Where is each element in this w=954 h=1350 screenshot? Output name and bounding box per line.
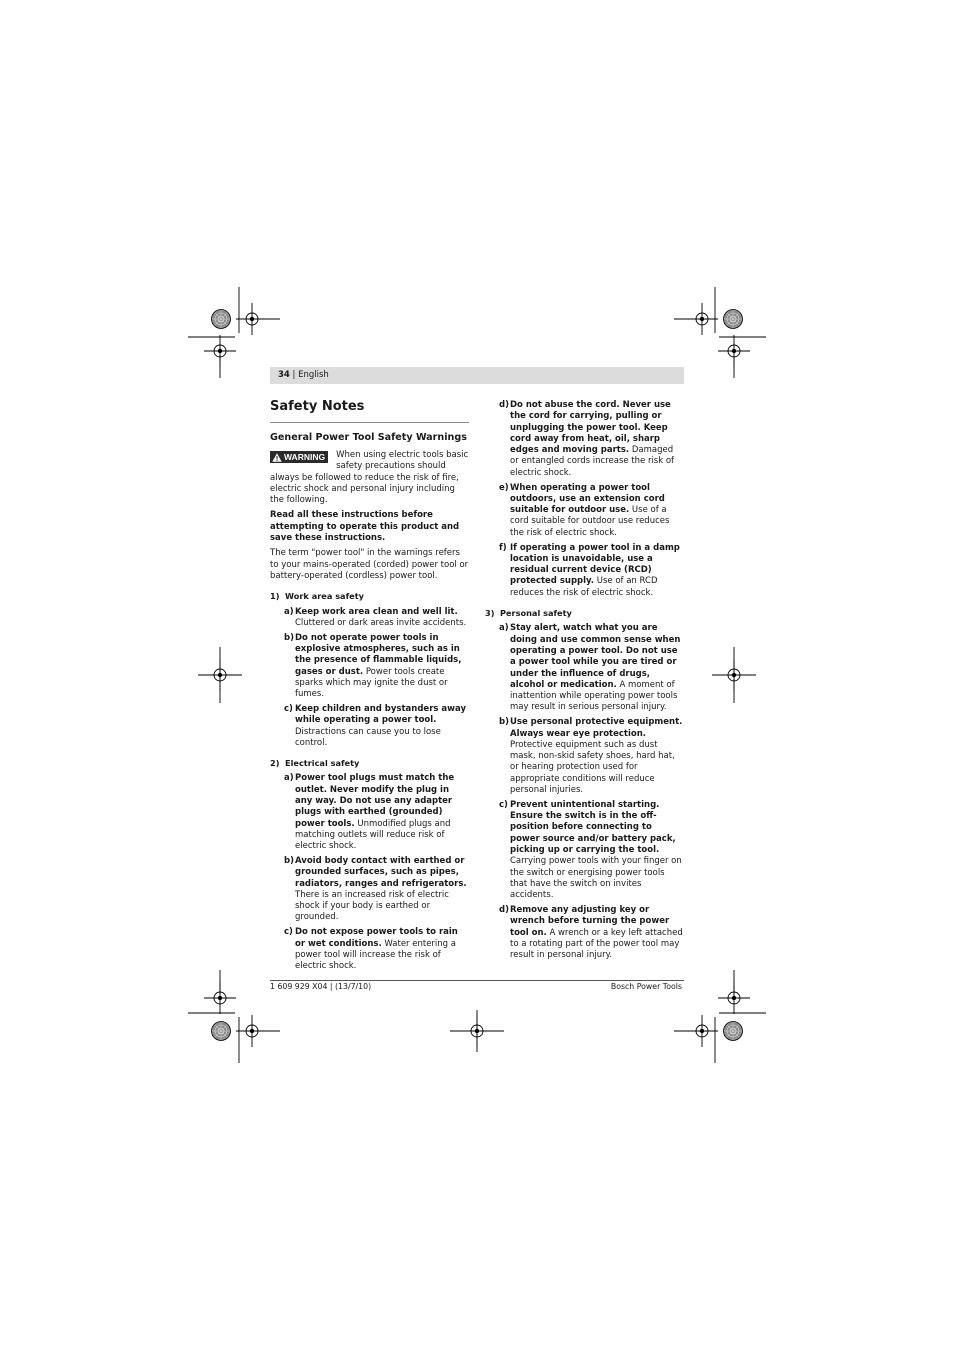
header-language: English	[298, 370, 329, 380]
list-item: c) Prevent unintentional starting. Ensure the switch is in the off-position before connecting to power source and/or battery pack, picking up or carrying the tool. Carrying power tools with your finger on the switch or energising power tools that have the switch on invites accidents.	[499, 799, 682, 901]
header-separator: |	[289, 370, 299, 380]
footer-rule	[270, 980, 684, 981]
list-item: d) Remove any adjusting key or wrench before turning the power tool on. A wrench or a key left attached to a rotating part of the power tool may result in personal injury.	[499, 904, 683, 961]
list-item: a) Stay alert, watch what you are doing and use common sense when operating a power tool. Do not use a power tool while you are tired or under the influence of drugs, alcohol or medication. A moment of inattention while operating power tools may result in serious personal injury.	[499, 623, 681, 713]
page-title: Safety Notes	[270, 398, 469, 423]
right-column	[485, 400, 684, 965]
section-work-area	[270, 591, 469, 749]
list-item: c) Keep children and bystanders away while operating a power tool. Distractions can cause you to lose control.	[284, 703, 467, 748]
page-number: 34	[278, 370, 290, 380]
list-item: b) Use personal protective equipment. Always wear eye protection. Protective equipment such as dust mask, non-skid safety shoes, hard hat, or hearing protection used for appropriate conditions will reduce personal injuries.	[499, 717, 683, 795]
warning-badge-label: WARNING	[284, 452, 326, 462]
list-item: b) Do not operate power tools in explosive atmospheres, such as in the presence of flammable liquids, gases or dust. Power tools create sparks which may ignite the dust or fumes.	[284, 632, 462, 700]
warning-block	[270, 450, 469, 506]
footer-doc-number: 1 609 929 X04 | (13/7/10)	[270, 982, 372, 991]
list-item: b) Avoid body contact with earthed or grounded surfaces, such as pipes, radiators, ranges and refrigerators. There is an increased risk of electric shock if your body is earthed or grounded.	[284, 856, 467, 923]
page-header	[270, 367, 684, 384]
list-item: c) Do not expose power tools to rain or wet conditions. Water entering a power tool will increase the risk of electric shock.	[284, 927, 458, 972]
section-electrical	[270, 758, 469, 972]
list-item: a) Keep work area clean and well lit. Cluttered or dark areas invite accidents.	[284, 606, 467, 628]
left-column	[270, 398, 469, 976]
warning-text: When using electric tools basic safety precautions should always be followed to reduce the risk of fire, electric shock and personal injury including the following.	[270, 450, 469, 506]
footer-brand: Bosch Power Tools	[610, 982, 682, 991]
read-all-instructions: Read all these instructions before attempting to operate this product and save these instructions.	[270, 510, 460, 544]
list-item: a) Power tool plugs must match the outlet. Never modify the plug in any way. Do not use any adapter plugs with earthed (grounded) power tools. Unmodified plugs and matching outlets will reduce risk of electric shock.	[284, 773, 455, 852]
list-item: e) When operating a power tool outdoors, use an extension cord suitable for outdoor use. Use of a cord suitable for outdoor use reduces the risk of electric shock.	[499, 482, 670, 538]
term-paragraph: The term "power tool" in the warnings refers to your mains-operated (corded) power tool or battery-operated (cordless) power tool.	[270, 548, 469, 581]
section-heading: 3) Personal safety	[485, 608, 572, 619]
list-item: d) Do not abuse the cord. Never use the cord for carrying, pulling or unplugging the power tool. Keep cord away from heat, oil, sharp edges and moving parts. Damaged or entangled cords increase the risk of electric shock.	[499, 400, 675, 478]
list-item: f) If operating a power tool in a damp location is unavoidable, use a residual current device (RCD) protected supply. Use of an RCD reduces the risk of electric shock.	[499, 542, 680, 598]
section-heading: 2) Electrical safety	[270, 758, 360, 769]
warning-badge	[270, 451, 328, 463]
warning-triangle-icon	[272, 453, 282, 462]
section-heading: 1) Work area safety	[270, 591, 364, 602]
section-personal-safety	[485, 608, 684, 961]
general-warnings-title: General Power Tool Safety Warnings	[270, 432, 467, 443]
